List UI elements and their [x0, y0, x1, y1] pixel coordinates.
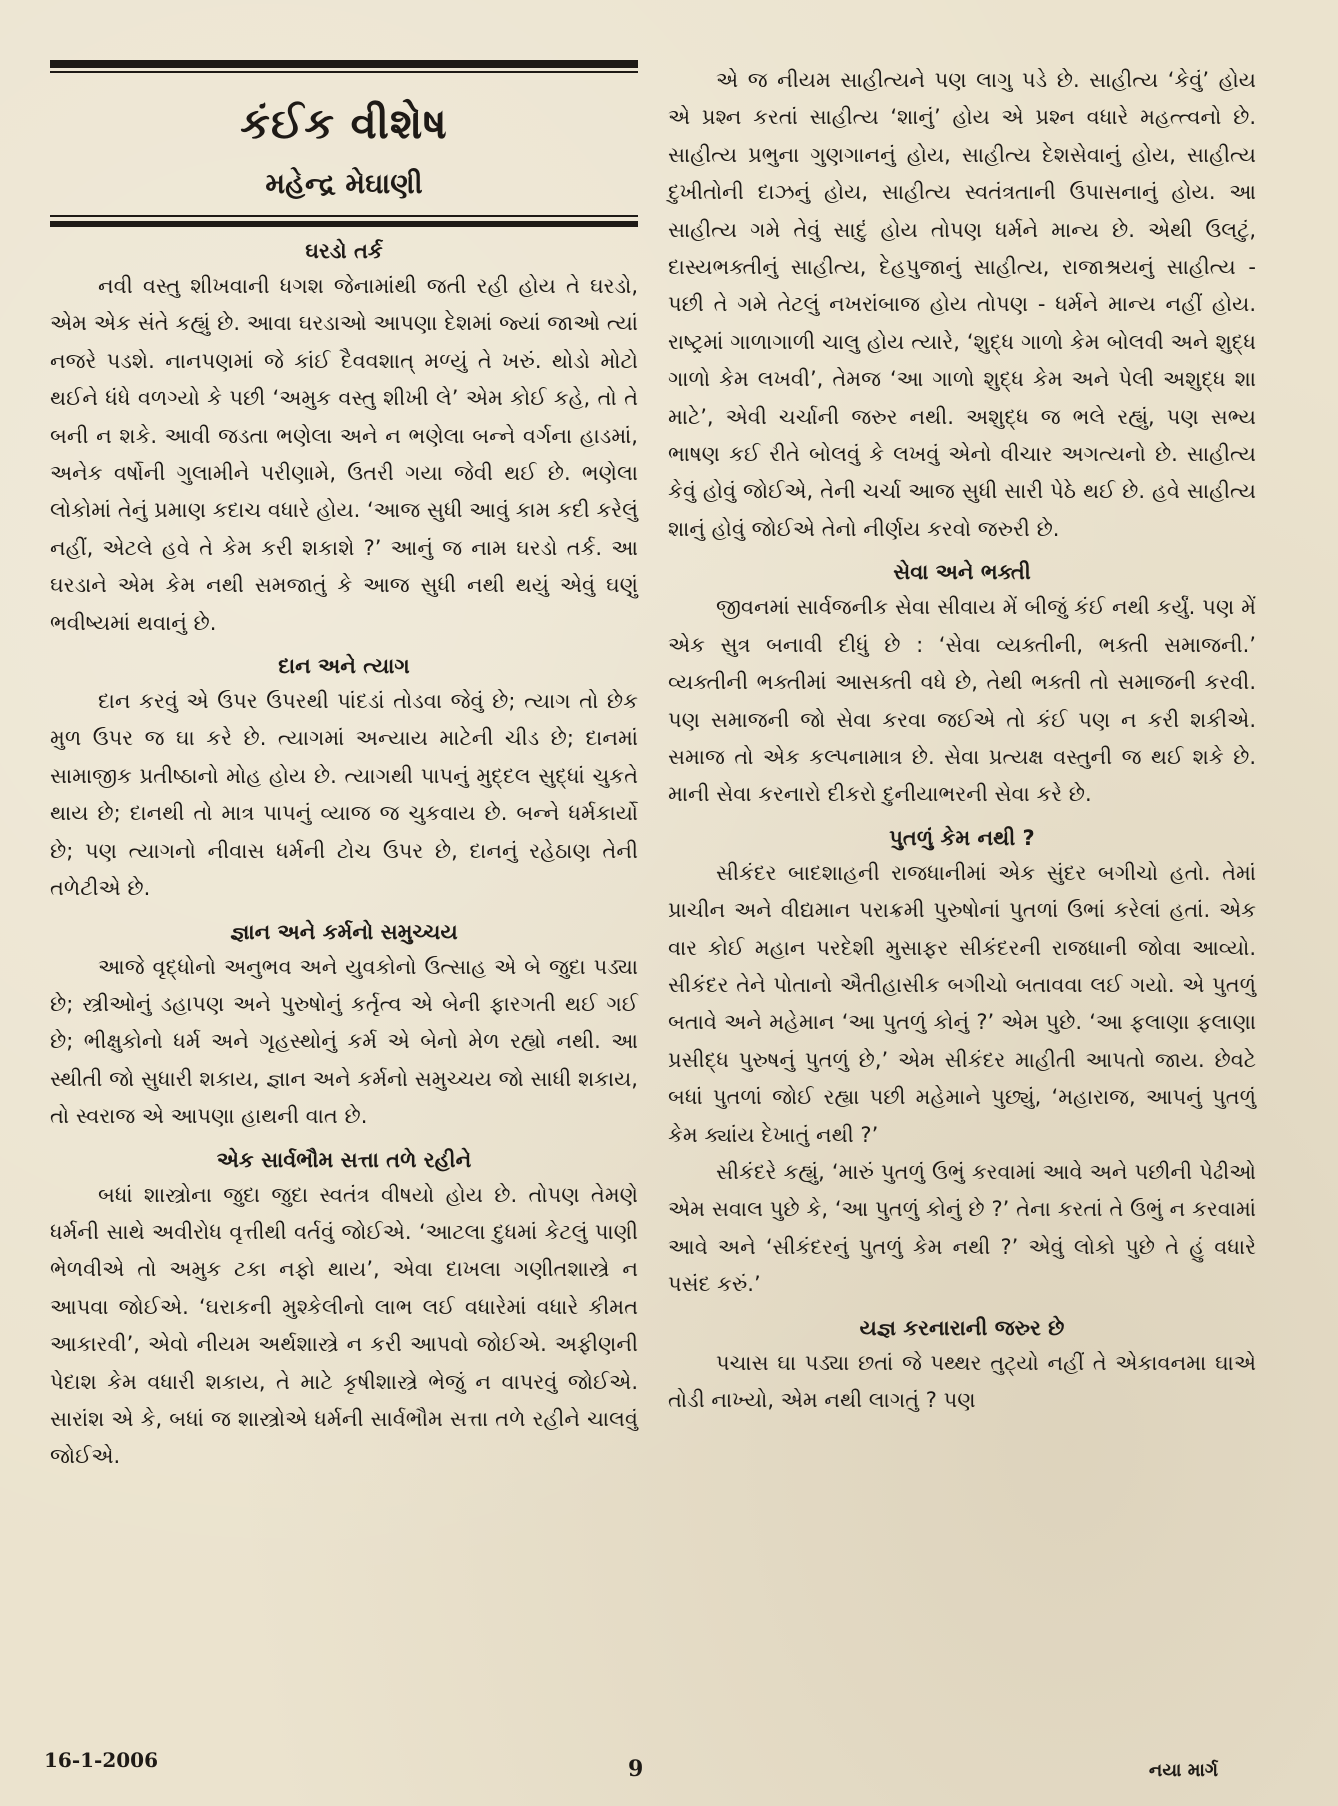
section-heading: જ્ઞાન અને કર્મનો સમુચ્ચય [230, 919, 458, 944]
section-paragraph: જીવનમાં સાર્વજનીક સેવા સીવાય મેં બીજું કંઈ નથી કર્યું. પણ મેં એક સુત્ર બનાવી દીધું છે : ‘સેવા વ્યક્તીની, ભક્તી સમાજની.’ વ્યક્તીની ભક્તીમાં આસક્તી વધે છે, તેથી ભક્તી તો સમાજની કરવી. પણ સમાજની જો સેવા કરવા જઈએ તો કંઈ પણ ન કરી શકીએ. સમાજ તો એક કલ્પનામાત્ર છે. સેવા પ્રત્યક્ષ વસ્તુની જ થઈ શકે છે. માની સેવા કરનારો દીકરો દુનીયાભરની સેવા કરે છે. [668, 595, 1256, 807]
section-paragraph: દાન કરવું એ ઉપર ઉપરથી પાંદડાં તોડવા જેવું છે; ત્યાગ તો છેક મુળ ઉપર જ ઘા કરે છે. ત્યાગમાં અન્યાય માટેની ચીડ છે; દાનમાં સામાજીક પ્રતીષ્ઠાનો મોહ હોય છે. ત્યાગથી પાપનું મુદ્દલ સુદ્ધાં ચુકતે થાય છે; દાનથી તો માત્ર પાપનું વ્યાજ જ ચુકવાય છે. બન્ને ધર્મકાર્યો છે; પણ ત્યાગનો નીવાસ ધર્મની ટોચ ઉપર છે, દાનનું રહેઠાણ તેની તળેટીએ છે. [50, 689, 638, 901]
masthead-top-thin-rule [50, 71, 638, 73]
section-heading: ઘરડો તર્ક [305, 239, 383, 263]
article-section [50, 239, 638, 642]
section-paragraph: સીકંદરે કહ્યું, ‘મારું પુતળું ઉભું કરવામાં આવે અને પછીની પેઢીઓ એમ સવાલ પુછે કે, ‘આ પુતળું કોનું છે ?’ તેના કરતાં તે ઉભું ન કરવામાં આવે અને ‘સીકંદરનું પુતળું કેમ નથી ?’ એવું લોકો પુછે તે હું વધારે પસંદ કરું.’ [668, 1159, 1256, 1297]
section-heading: યજ્ઞ કરનારાની જરુર છે [859, 1315, 1065, 1340]
masthead-bottom-rule [50, 215, 638, 227]
author-name: મહેન્દ્ર મેઘાણી [265, 167, 423, 200]
article-section [668, 62, 1256, 548]
section-paragraph: પચાસ ઘા પડ્યા છતાં જે પથ્થર તુટ્યો નહીં તે એકાવનમા ઘાએ તોડી નાખ્યો, એમ નથી લાગતું ? પણ [668, 1350, 1256, 1412]
page-number: 9 [628, 1756, 644, 1782]
section-heading: દાન અને ત્યાગ [278, 654, 410, 679]
page-footer [0, 1748, 1338, 1788]
section-paragraph: નવી વસ્તુ શીખવાની ધગશ જેનામાંથી જતી રહી હોય તે ઘરડો, એમ એક સંતે કહ્યું છે. આવા ઘરડાઓ આપણા દેશમાં જ્યાં જાઓ ત્યાં નજરે પડશે. નાનપણમાં જે કાંઈ દૈવવશાત્ મળ્યું તે ખરું. થોડો મોટો થઈને ધંધે વળગ્યો કે પછી ‘અમુક વસ્તુ શીખી લે’ એમ કોઈ કહે, તો તે બની ન શકે. આવી જડતા ભણેલા અને ન ભણેલા બન્ને વર્ગના હાડમાં, અનેક વર્ષોની ગુલામીને પરીણામે, ઉતરી ગયા જેવી થઈ છે. ભણેલા લોકોમાં તેનું પ્રમાણ કદાચ વધારે હોય. ‘આજ સુધી આવું કામ કદી કરેલું નહીં, એટલે હવે તે કેમ કરી શકાશે ?’ આનું જ નામ ઘરડો તર્ક. આ ઘરડાને એમ કેમ નથી સમજાતું કે આજ સુધી નથી થયું એવું ઘણું ભવીષ્યમાં થવાનું છે. [50, 274, 638, 635]
article-section [50, 920, 638, 1136]
section-paragraph: સીકંદર બાદશાહની રાજધાનીમાં એક સુંદર બગીચો હતો. તેમાં પ્રાચીન અને વીદ્યમાન પરાક્રમી પુરુષોનાં પુતળાં ઉભાં કરેલાં હતાં. એક વાર કોઈ મહાન પરદેશી મુસાફર સીકંદરની રાજધાની જોવા આવ્યો. સીકંદર તેને પોતાનો ઐતીહાસીક બગીચો બતાવવા લઈ ગયો. એ પુતળું બતાવે અને મહેમાન ‘આ પુતળું કોનું ?’ એમ પુછે. ‘આ ફલાણા ફલાણા પ્રસીદ્ધ પુરુષનું પુતળું છે,’ એમ સીકંદર માહીતી આપતો જાય. છેવટે બધાં પુતળાં જોઈ રહ્યા પછી મહેમાને પુછ્યું, ‘મહારાજ, આપનું પુતળું કેમ ક્યાંય દેખાતું નથી ?’ [668, 860, 1256, 1147]
article-section [50, 654, 638, 907]
issue-date: 16-1-2006 [44, 1748, 159, 1772]
section-heading: પુતળું કેમ નથી ? [889, 825, 1035, 850]
article-section [668, 826, 1256, 1304]
masthead-top-rule [50, 60, 638, 68]
section-paragraph: આજે વૃદ્ધોનો અનુભવ અને યુવકોનો ઉત્સાહ એ બે જુદા પડ્યા છે; સ્ત્રીઓનું ડહાપણ અને પુરુષોનું કર્તૃત્વ એ બેની ફારગતી થઈ ગઈ છે; ભીક્ષુકોનો ધર્મ અને ગૃહસ્થોનું કર્મ એ બેનો મેળ રહ્યો નથી. આ સ્થીતી જો સુધારી શકાય, જ્ઞાન અને કર્મનો સમુચ્ચય જો સાધી શકાય, તો સ્વરાજ એ આપણા હાથની વાત છે. [50, 954, 638, 1129]
section-heading: એક સાર્વભૌમ સત્તા તળે રહીને [216, 1147, 472, 1172]
left-column [50, 60, 638, 1476]
right-column [668, 62, 1256, 1419]
article-section [50, 1148, 638, 1476]
article-section [668, 560, 1256, 813]
section-paragraph: બધાં શાસ્ત્રોના જુદા જુદા સ્વતંત્ર વીષયો હોય છે. તોપણ તેમણે ધર્મની સાથે અવીરોધ વૃત્તીથી વર્તવું જોઈએ. ‘આટલા દુધમાં કેટલું પાણી ભેળવીએ તો અમુક ટકા નફો થાય’, એવા દાખલા ગણીતશાસ્ત્રે ન આપવા જોઈએ. ‘ઘરાકની મુશ્કેલીનો લાભ લઈ વધારેમાં વધારે કીમત આકારવી’, એવો નીયમ અર્થશાસ્ત્રે ન કરી આપવો જોઈએ. અફીણની પેદાશ કેમ વધારી શકાય, તે માટે કૃષીશાસ્ત્રે ભેજું ન વાપરવું જોઈએ. સારાંશ એ કે, બધાં જ શાસ્ત્રોએ ધર્મની સાર્વભૌમ સત્તા તળે રહીને ચાલવું જોઈએ. [50, 1182, 638, 1469]
section-paragraph: એ જ નીયમ સાહીત્યને પણ લાગુ પડે છે. સાહીત્ય ‘કેવું’ હોય એ પ્રશ્ન કરતાં સાહીત્ય ‘શાનું’ હોય એ પ્રશ્ન વધારે મહત્ત્વનો છે. સાહીત્ય પ્રભુના ગુણગાનનું હોય, સાહીત્ય દેશસેવાનું હોય, સાહીત્ય દુખીતોની દાઝનું હોય, સાહીત્ય સ્વતંત્રતાની ઉપાસનાનું હોય. આ સાહીત્ય ગમે તેવું સાદું હોય તોપણ ધર્મને માન્ય છે. એથી ઉલટું, દાસ્યભક્તીનું સાહીત્ય, દેહપુજાનું સાહીત્ય, રાજાશ્રયનું સાહીત્ય - પછી તે ગમે તેટલું નખરાંબાજ હોય તોપણ - ધર્મને માન્ય નહીં હોય. રાષ્ટ્રમાં ગાળાગાળી ચાલુ હોય ત્યારે, ‘શુદ્ધ ગાળો કેમ બોલવી અને શુદ્ધ ગાળો કેમ લખવી’, તેમજ ‘આ ગાળો શુદ્ધ કેમ અને પેલી અશુદ્ધ શા માટે’, એવી ચર્ચાની જરુર નથી. અશુદ્ધ જ ભલે રહ્યું, પણ સભ્ય ભાષણ કઈ રીતે બોલવું કે લખવું એનો વીચાર અગત્યનો છે. સાહીત્ય કેવું હોવું જોઈએ, તેની ચર્ચા આજ સુધી સારી પેઠે થઈ છે. હવે સાહીત્ય શાનું હોવું જોઈએ તેનો નીર્ણય કરવો જરુરી છે. [668, 68, 1256, 541]
article-section [668, 1316, 1256, 1420]
column-title: કંઈક વીશેષ [240, 99, 448, 148]
section-heading: સેવા અને ભક્તી [893, 560, 1031, 585]
magazine-name: નયા માર્ગ [1148, 1760, 1218, 1781]
